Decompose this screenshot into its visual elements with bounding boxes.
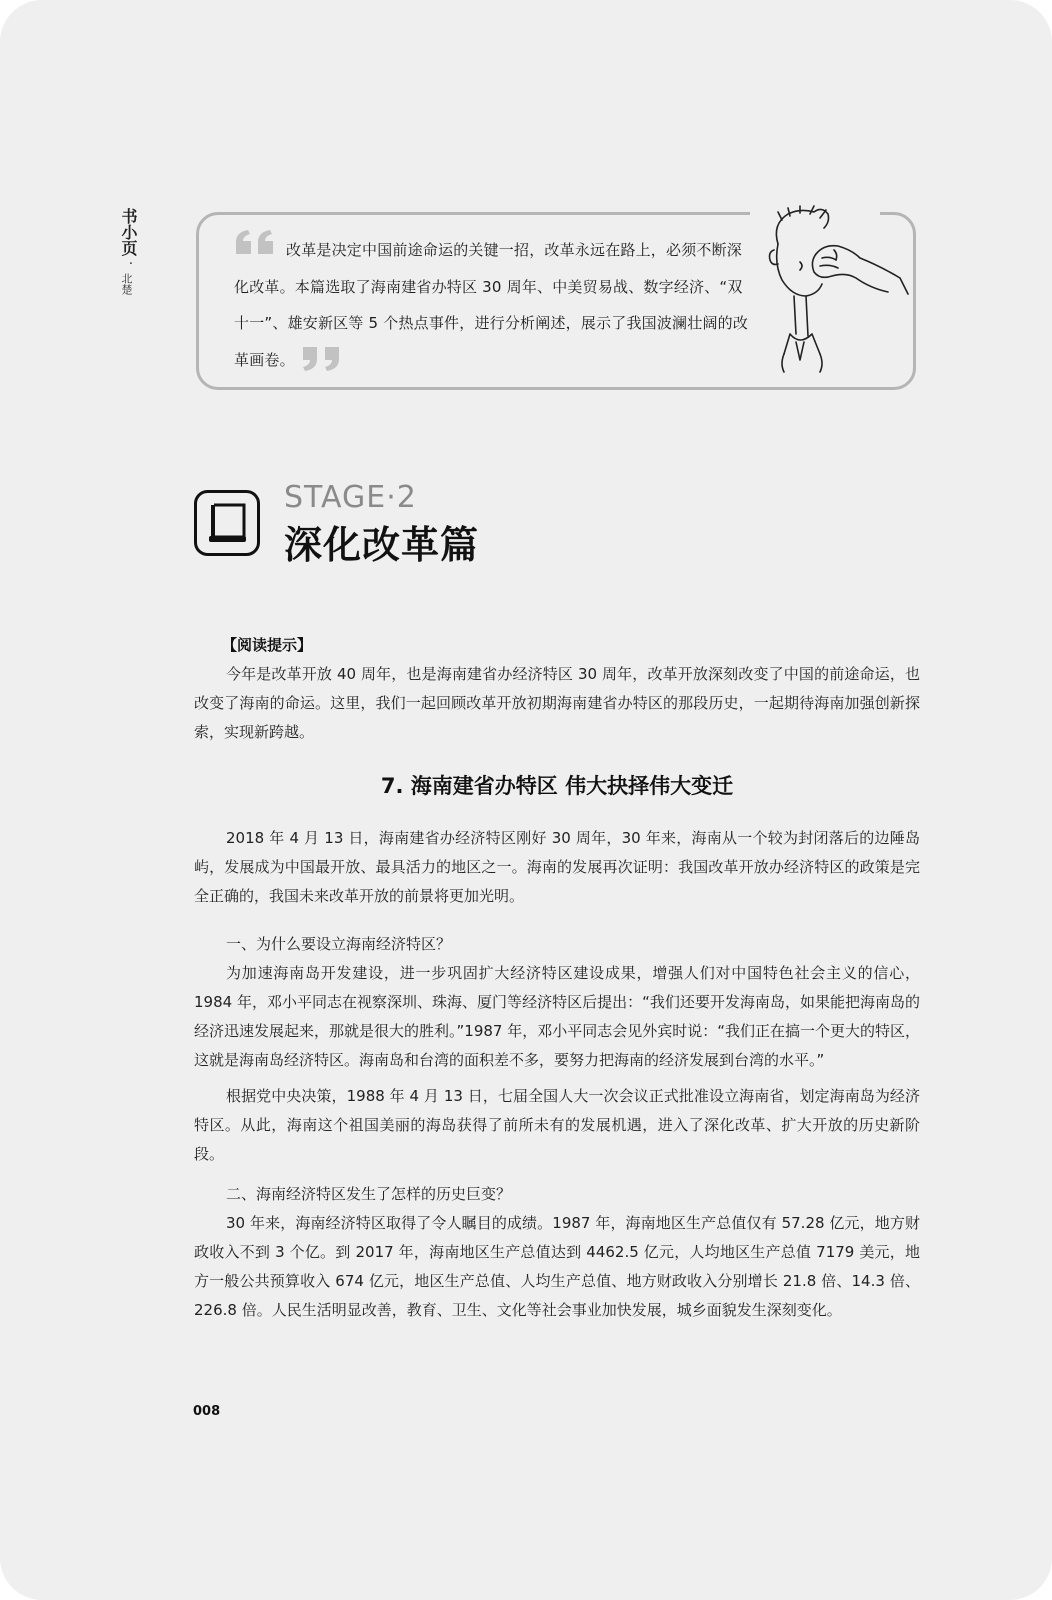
article-title: 7. 海南建省办特区 伟大抉择伟大变迁: [380, 774, 734, 798]
side-logo-separator: ·: [128, 257, 134, 272]
quote-text: 改革是决定中国前途命运的关键一招，改革永远在路上，必须不断深化改革。本篇选取了海南建省办特区 30 周年、中美贸易战、数字经济、“双十一”、雄安新区等 5 个热点事件，进行分析阐述，展示了我国波澜壮阔的改革画卷。: [234, 241, 749, 369]
section-paragraph-2: 根据党中央决策，1988 年 4 月 13 日，七届全国人大一次会议正式批准设立海南省，划定海南岛为经济特区。从此，海南这个祖国美丽的海岛获得了前所未有的发展机遇，进入了深化改革、扩大开放的历史新阶段。: [194, 1087, 920, 1163]
side-logo: [120, 208, 142, 295]
book-icon: [194, 490, 260, 556]
close-quote-icon: [301, 347, 345, 371]
cartoon-punch-illustration: [760, 204, 910, 376]
stage-label: STAGE·2: [284, 480, 417, 515]
reading-tip-label: 【阅读提示】: [222, 636, 313, 654]
section-heading-1: 一、为什么要设立海南经济特区？: [226, 935, 452, 953]
article-intro: 2018 年 4 月 13 日，海南建省办经济特区刚好 30 周年，30 年来，海南从一个较为封闭落后的边陲岛屿，发展成为中国最开放、最具活力的地区之一。海南的发展再次证明：我国改革开放办经济特区的政策是完全正确的，我国未来改革开放的前景将更加光明。: [194, 829, 920, 905]
section-paragraph-1: 为加速海南岛开发建设，进一步巩固扩大经济特区建设成果，增强人们对中国特色社会主义的信心，1984 年，邓小平同志在视察深圳、珠海、厦门等经济特区后提出：“我们还要开发海南岛，如果能把海南岛的经济迅速发展起来，那就是很大的胜利。”1987 年，邓小平同志会见外宾时说：“我们正在搞一个更大的特区，这就是海南岛经济特区。海南岛和台湾的面积差不多，要努力把海南的经济发展到台湾的水平。”: [194, 964, 920, 1069]
side-logo-brand: 书小页: [119, 208, 138, 256]
quote-text-block: [234, 232, 754, 378]
page-number: 008: [193, 1404, 221, 1419]
stage-title: 深化改革篇: [284, 523, 480, 567]
section-heading-2: 二、海南经济特区发生了怎样的历史巨变？: [226, 1185, 512, 1203]
side-logo-sub: 北楚: [120, 273, 133, 295]
reading-tip-text: 今年是改革开放 40 周年，也是海南建省办经济特区 30 周年，改革开放深刻改变了中国的前途命运，也改变了海南的命运。这里，我们一起回顾改革开放初期海南建省办特区的那段历史，一起期待海南加强创新探索，实现新跨越。: [194, 665, 920, 741]
section-paragraph-3: 30 年来，海南经济特区取得了令人瞩目的成绩。1987 年，海南地区生产总值仅有 57.28 亿元，地方财政收入不到 3 个亿。到 2017 年，海南地区生产总值达到 4462.5 亿元，人均地区生产总值 7179 美元，地方一般公共预算收入 674 亿元，地区生产总值、人均生产总值、地方财政收入分别增长 21.8 倍、14.3 倍、226.8 倍。人民生活明显改善，教育、卫生、文化等社会事业加快发展，城乡面貌发生深刻变化。: [194, 1214, 920, 1319]
